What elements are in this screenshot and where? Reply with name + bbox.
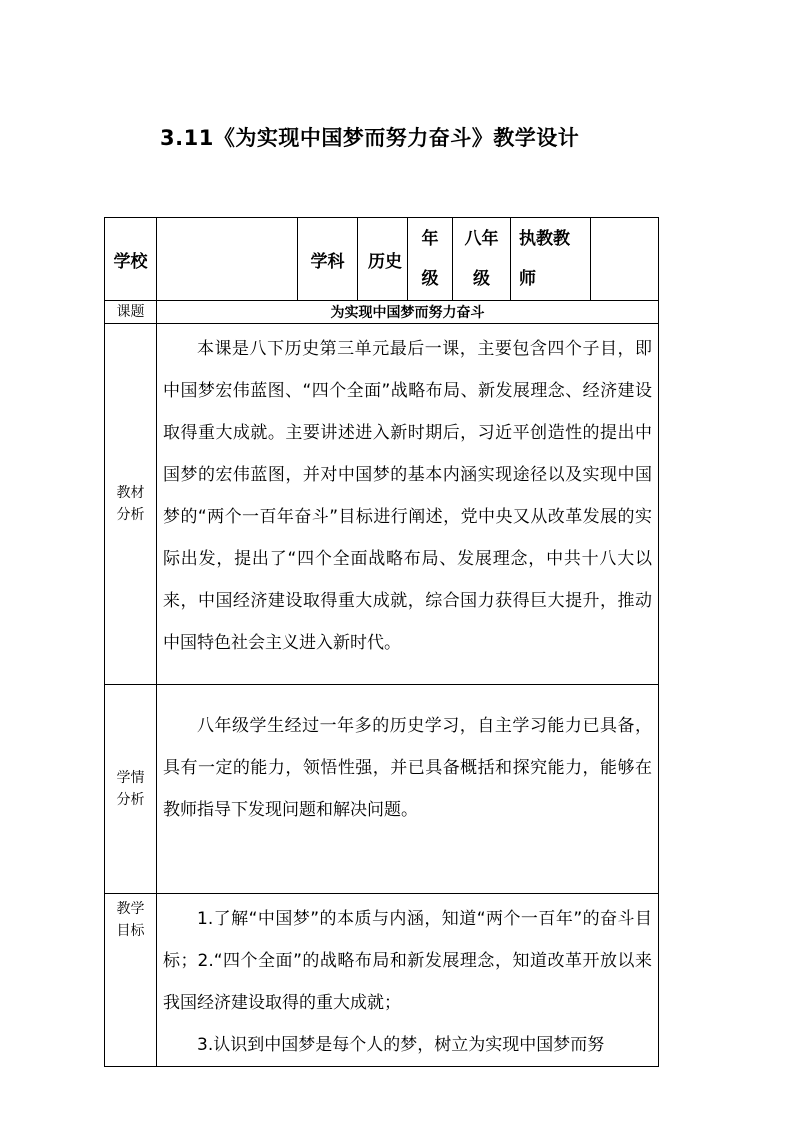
teacher-label [511,218,591,301]
textbook-analysis-label [105,324,157,685]
teacher-value [591,218,659,301]
header-row [105,218,659,301]
subject-label: 学科 [298,218,358,301]
topic-label: 课题 [105,301,157,324]
grade-label-line1: 年 [421,229,439,249]
teaching-goals-label-line1: 教学 [116,901,145,917]
teaching-goals-label-line2: 目标 [116,923,145,939]
student-analysis-label-line2: 分析 [116,792,145,808]
textbook-analysis-text: 本课是八下历史第三单元最后一课，主要包含四个子目，即中国梦宏伟蓝图、“四个全面”战略布局、新发展理念、经济建设取得重大成就。主要讲述进入新时期后，习近平创造性的提出中国梦的宏伟蓝图，并对中国梦的基本内涵实现途径以及实现中国梦的“两个一百年奋斗”目标进行阐述，党中央又从改革发展的实际出发，提出了“四个全面战略布局、发展理念，中共十八大以来，中国经济建设取得重大成就，综合国力获得巨大提升，推动中国特色社会主义进入新时代。 [157,324,659,685]
topic-value: 为实现中国梦而努力奋斗 [157,301,659,324]
school-value [157,218,298,301]
textbook-analysis-row [105,324,659,685]
student-analysis-text: 八年级学生经过一年多的历史学习，自主学习能力已具备，具有一定的能力，领悟性强，并已具备概括和探究能力，能够在教师指导下发现问题和解决问题。 [157,685,659,894]
grade-value [453,218,511,301]
teaching-goals-label [105,894,157,1067]
grade-value-line1: 八年 [464,229,499,249]
teaching-goals-para2: 3.认识到中国梦是每个人的梦，树立为实现中国梦而努 [197,1035,605,1055]
grade-label [408,218,453,301]
textbook-analysis-label-line2: 分析 [116,507,145,523]
teaching-goals-row [105,894,659,1067]
subject-value: 历史 [358,218,408,301]
student-analysis-row [105,685,659,894]
teacher-label-line2: 师 [519,269,536,289]
lesson-plan-table [104,217,659,1067]
document-title: 3.11《为实现中国梦而努力奋斗》教学设计 [160,126,580,150]
student-analysis-label [105,685,157,894]
grade-label-line2: 级 [421,269,439,289]
teaching-goals-para1: 1.了解“中国梦”的本质与内涵，知道“两个一百年”的奋斗目标；2.“四个全面”的战略布局和新发展理念，知道改革开放以来我国经济建设取得的重大成就； [163,909,652,1013]
teaching-goals-text [157,894,659,1067]
student-analysis-label-line1: 学情 [116,770,145,786]
textbook-analysis-label-line1: 教材 [116,485,145,501]
school-label: 学校 [105,218,157,301]
teacher-label-line1: 执教教 [519,229,570,249]
topic-row [105,301,659,324]
grade-value-line2: 级 [473,269,490,289]
